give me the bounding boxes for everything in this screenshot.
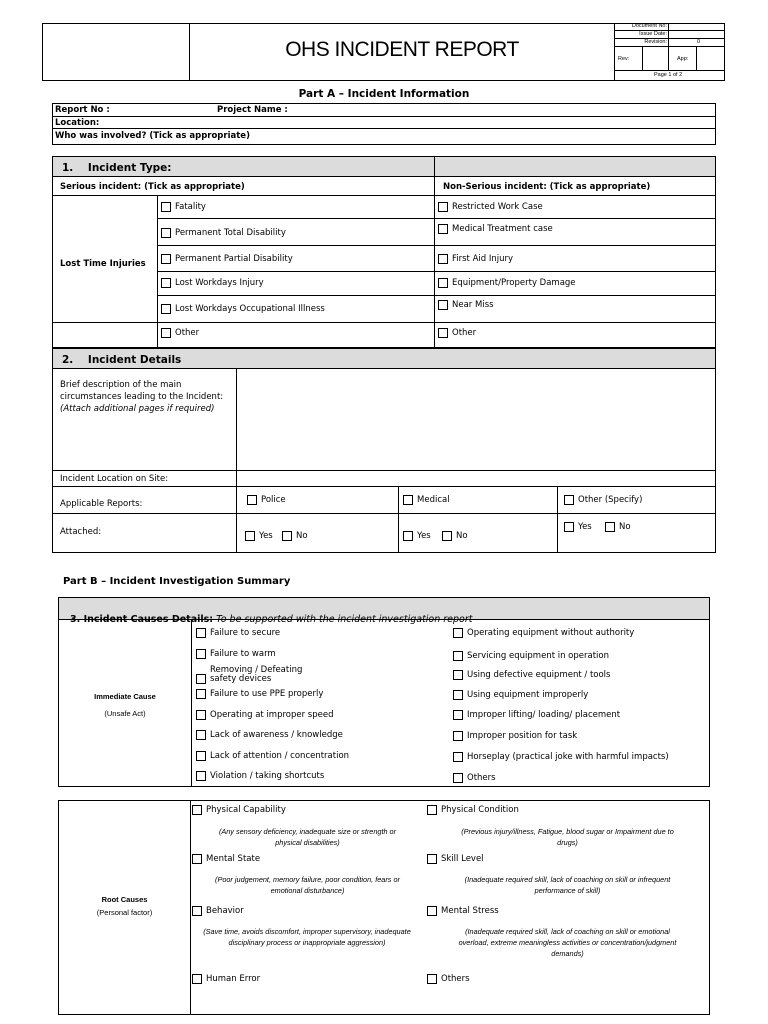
checkbox[interactable] bbox=[161, 228, 171, 238]
nonserious-option[interactable] bbox=[438, 224, 553, 234]
report-police[interactable] bbox=[247, 495, 286, 505]
serious-header: Serious incident: (Tick as appropriate) bbox=[60, 182, 245, 192]
option-label: Operating at improper speed bbox=[210, 710, 334, 720]
unsafe-act-label: (Unsafe Act) bbox=[104, 709, 146, 718]
checkbox[interactable] bbox=[192, 805, 202, 815]
option-label: Servicing equipment in operation bbox=[467, 651, 609, 661]
revision-label: Revision: bbox=[644, 39, 667, 45]
section2-title: 2. Incident Details bbox=[62, 354, 182, 366]
serious-option[interactable] bbox=[161, 254, 293, 264]
checkbox[interactable] bbox=[453, 710, 463, 720]
checkbox[interactable] bbox=[427, 974, 437, 984]
checkbox[interactable] bbox=[161, 328, 171, 338]
immediate-cause-option[interactable] bbox=[196, 730, 343, 740]
section1-title: 1. Incident Type: bbox=[62, 162, 172, 174]
checkbox[interactable] bbox=[564, 495, 574, 505]
immediate-cause-option[interactable] bbox=[196, 771, 324, 781]
nonserious-header: Non-Serious incident: (Tick as appropriate) bbox=[443, 182, 651, 192]
section3-italic: To be supported with the incident investigation report bbox=[213, 614, 473, 625]
option-label: Equipment/Property Damage bbox=[452, 278, 576, 288]
report-title: OHS INCIDENT REPORT bbox=[285, 38, 519, 61]
option-label: Other (Specify) bbox=[578, 495, 643, 505]
immediate-cause-option[interactable] bbox=[453, 690, 588, 700]
physical-capability[interactable] bbox=[192, 805, 286, 815]
behavior-note: (Save time, avoids discomfort, improper supervisory, inadequate disciplinary process or inappropriate aggression) bbox=[203, 927, 411, 947]
mental-state-note: (Poor judgement, memory failure, poor condition, fears or emotional disturbance) bbox=[215, 875, 400, 895]
checkbox[interactable] bbox=[453, 773, 463, 783]
skill-level[interactable] bbox=[427, 854, 484, 864]
doc-no-label: Document No: bbox=[631, 23, 667, 29]
root-others[interactable] bbox=[427, 974, 470, 984]
mental-stress-note: (Inadequate required skill, lack of coaching on skill or emotional overload, extreme meaningless activities or concentration/judgment demands) bbox=[458, 927, 677, 958]
section3-bold: 3. Incident Causes Details: bbox=[70, 614, 214, 625]
checkbox[interactable] bbox=[564, 522, 574, 532]
skill-level-note: (Inadequate required skill, lack of coaching on skill or infrequent performance of skill) bbox=[464, 875, 671, 895]
applicable-reports-label: Applicable Reports: bbox=[60, 499, 143, 509]
option-label: Physical Capability bbox=[206, 805, 286, 815]
checkbox[interactable] bbox=[453, 731, 463, 741]
option-label: Horseplay (practical joke with harmful impacts) bbox=[467, 752, 669, 762]
immediate-cause-label: Immediate Cause bbox=[94, 692, 156, 701]
immediate-cause-option[interactable] bbox=[196, 751, 349, 761]
checkbox[interactable] bbox=[282, 531, 292, 541]
report-no-label: Report No : bbox=[55, 105, 110, 115]
attached-medical-no[interactable] bbox=[442, 531, 468, 541]
attached-label: Attached: bbox=[60, 527, 102, 537]
checkbox[interactable] bbox=[196, 674, 206, 684]
option-label: Near Miss bbox=[452, 300, 494, 310]
physical-condition-note: (Previous injury/illness, Fatigue, blood sugar or Impairment due to drugs) bbox=[461, 827, 674, 847]
option-label: Mental Stress bbox=[441, 906, 499, 916]
option-label: Police bbox=[261, 495, 286, 505]
checkbox[interactable] bbox=[427, 805, 437, 815]
location-on-site-label: Incident Location on Site: bbox=[60, 474, 169, 484]
option-label: Other bbox=[175, 328, 200, 338]
option-label: Other bbox=[452, 328, 477, 338]
option-label: Lost Workdays Occupational Illness bbox=[175, 304, 325, 314]
immediate-cause-option[interactable] bbox=[453, 773, 496, 783]
option-label: No bbox=[619, 522, 631, 532]
attached-other-no[interactable] bbox=[605, 522, 631, 532]
brief-line: circumstances leading to the Incident: bbox=[60, 392, 224, 402]
option-label: Permanent Partial Disability bbox=[175, 254, 293, 264]
option-label: Mental State bbox=[206, 854, 261, 864]
option-label: Restricted Work Case bbox=[452, 202, 543, 212]
immediate-cause-option[interactable] bbox=[196, 649, 276, 659]
checkbox[interactable] bbox=[438, 254, 448, 264]
option-label: Medical bbox=[417, 495, 450, 505]
checkbox[interactable] bbox=[196, 751, 206, 761]
checkbox[interactable] bbox=[245, 531, 255, 541]
checkbox[interactable] bbox=[161, 254, 171, 264]
physical-condition[interactable] bbox=[427, 805, 519, 815]
option-label: Improper lifting/ loading/ placement bbox=[467, 710, 621, 720]
rev-label: Rev: bbox=[618, 56, 630, 62]
immediate-cause-option[interactable] bbox=[196, 710, 334, 720]
behavior[interactable] bbox=[192, 906, 244, 916]
checkbox[interactable] bbox=[438, 300, 448, 310]
issue-date-label: Issue Date: bbox=[639, 31, 667, 37]
option-label: Operating equipment without authority bbox=[467, 628, 635, 638]
attached-police-no[interactable] bbox=[282, 531, 308, 541]
attached-other-yes[interactable] bbox=[564, 522, 592, 532]
nonserious-option[interactable] bbox=[438, 278, 576, 288]
human-error[interactable] bbox=[192, 974, 260, 984]
physical-capability-note: (Any sensory deficiency, inadequate size or strength or physical disabilities) bbox=[218, 827, 397, 847]
attached-police-yes[interactable] bbox=[245, 531, 273, 541]
immediate-cause-option[interactable] bbox=[196, 689, 323, 699]
option-label: Human Error bbox=[206, 974, 261, 984]
attached-medical-yes[interactable] bbox=[403, 531, 431, 541]
lost-time-injuries-label: Lost Time Injuries bbox=[60, 259, 146, 269]
personal-factor-label: (Personal factor) bbox=[96, 908, 153, 917]
checkbox[interactable] bbox=[438, 202, 448, 212]
immediate-cause-option[interactable] bbox=[453, 628, 634, 638]
immediate-cause-option[interactable] bbox=[453, 731, 577, 741]
who-involved-label: Who was involved? (Tick as appropriate) bbox=[55, 131, 250, 141]
checkbox[interactable] bbox=[605, 522, 615, 532]
checkbox[interactable] bbox=[192, 854, 202, 864]
checkbox[interactable] bbox=[438, 278, 448, 288]
checkbox[interactable] bbox=[403, 531, 413, 541]
root-causes-label: Root Causes bbox=[101, 895, 148, 904]
serious-option[interactable] bbox=[161, 328, 199, 338]
brief-line: Brief description of the main bbox=[60, 380, 182, 390]
project-name-label: Project Name : bbox=[217, 105, 288, 115]
checkbox[interactable] bbox=[196, 628, 206, 638]
mental-state[interactable] bbox=[192, 854, 260, 864]
checkbox[interactable] bbox=[196, 689, 206, 699]
serious-option[interactable] bbox=[161, 278, 264, 288]
nonserious-option[interactable] bbox=[438, 328, 476, 338]
option-label: Fatality bbox=[175, 202, 206, 212]
checkbox[interactable] bbox=[403, 495, 413, 505]
part-a-title: Part A – Incident Information bbox=[298, 88, 470, 100]
checkbox[interactable] bbox=[161, 202, 171, 212]
immediate-cause-option[interactable] bbox=[453, 752, 669, 762]
checkbox[interactable] bbox=[438, 224, 448, 234]
checkbox[interactable] bbox=[442, 531, 452, 541]
option-label: Failure to use PPE properly bbox=[210, 689, 324, 699]
serious-option[interactable] bbox=[161, 202, 206, 212]
nonserious-option[interactable] bbox=[438, 254, 513, 264]
location-label: Location: bbox=[55, 118, 100, 128]
option-label: Skill Level bbox=[441, 854, 484, 864]
checkbox[interactable] bbox=[453, 690, 463, 700]
revision-value: 0 bbox=[696, 39, 700, 45]
option-label: Improper position for task bbox=[467, 731, 578, 741]
option-label: Using equipment improperly bbox=[467, 690, 589, 700]
checkbox[interactable] bbox=[161, 278, 171, 288]
option-label: No bbox=[296, 531, 308, 541]
immediate-cause-option[interactable] bbox=[196, 628, 280, 638]
checkbox[interactable] bbox=[196, 649, 206, 659]
brief-line: (Attach additional pages if required) bbox=[60, 404, 215, 414]
option-label: Lack of awareness / knowledge bbox=[210, 730, 343, 740]
checkbox[interactable] bbox=[453, 752, 463, 762]
section3-title bbox=[64, 603, 473, 625]
option-label: Lost Workdays Injury bbox=[175, 278, 264, 288]
serious-option[interactable] bbox=[161, 228, 286, 238]
app-label: App: bbox=[677, 56, 689, 62]
option-label: No bbox=[456, 531, 468, 541]
checkbox[interactable] bbox=[196, 730, 206, 740]
option-label: Failure to secure bbox=[210, 628, 281, 638]
nonserious-option[interactable] bbox=[438, 300, 494, 310]
checkbox[interactable] bbox=[247, 495, 257, 505]
option-label: Yes bbox=[259, 531, 273, 541]
checkbox[interactable] bbox=[192, 974, 202, 984]
part-b-title: Part B – Incident Investigation Summary bbox=[63, 576, 291, 587]
checkbox[interactable] bbox=[192, 906, 202, 916]
option-label: Yes bbox=[578, 522, 592, 532]
immediate-cause-option[interactable] bbox=[453, 651, 609, 661]
checkbox[interactable] bbox=[453, 651, 463, 661]
immediate-cause-option[interactable] bbox=[196, 666, 346, 684]
checkbox[interactable] bbox=[453, 670, 463, 680]
checkbox[interactable] bbox=[453, 628, 463, 638]
immediate-cause-option[interactable] bbox=[453, 710, 620, 720]
option-label: Yes bbox=[417, 531, 431, 541]
option-label: Permanent Total Disability bbox=[175, 228, 286, 238]
option-label: Medical Treatment case bbox=[452, 224, 553, 234]
option-label: First Aid Injury bbox=[452, 254, 514, 264]
checkbox[interactable] bbox=[427, 854, 437, 864]
option-label: Failure to warm bbox=[210, 649, 276, 659]
doc-control-table bbox=[614, 23, 725, 81]
immediate-cause-option[interactable] bbox=[453, 670, 610, 680]
nonserious-option[interactable] bbox=[438, 202, 543, 212]
option-label: Lack of attention / concentration bbox=[210, 751, 350, 761]
checkbox[interactable] bbox=[161, 304, 171, 314]
checkbox[interactable] bbox=[427, 906, 437, 916]
checkbox[interactable] bbox=[196, 771, 206, 781]
report-other[interactable] bbox=[564, 495, 642, 505]
mental-stress[interactable] bbox=[427, 906, 499, 916]
option-label: Using defective equipment / tools bbox=[467, 670, 611, 680]
option-label: Removing / Defeating safety devices bbox=[210, 665, 303, 684]
checkbox[interactable] bbox=[438, 328, 448, 338]
option-label: Behavior bbox=[206, 906, 244, 916]
page-number: Page 1 of 2 bbox=[654, 72, 683, 78]
option-label: Violation / taking shortcuts bbox=[210, 771, 325, 781]
option-label: Others bbox=[467, 773, 496, 783]
option-label: Others bbox=[441, 974, 470, 984]
option-label: Physical Condition bbox=[441, 805, 519, 815]
serious-option[interactable] bbox=[161, 304, 325, 314]
checkbox[interactable] bbox=[196, 710, 206, 720]
report-medical[interactable] bbox=[403, 495, 450, 505]
